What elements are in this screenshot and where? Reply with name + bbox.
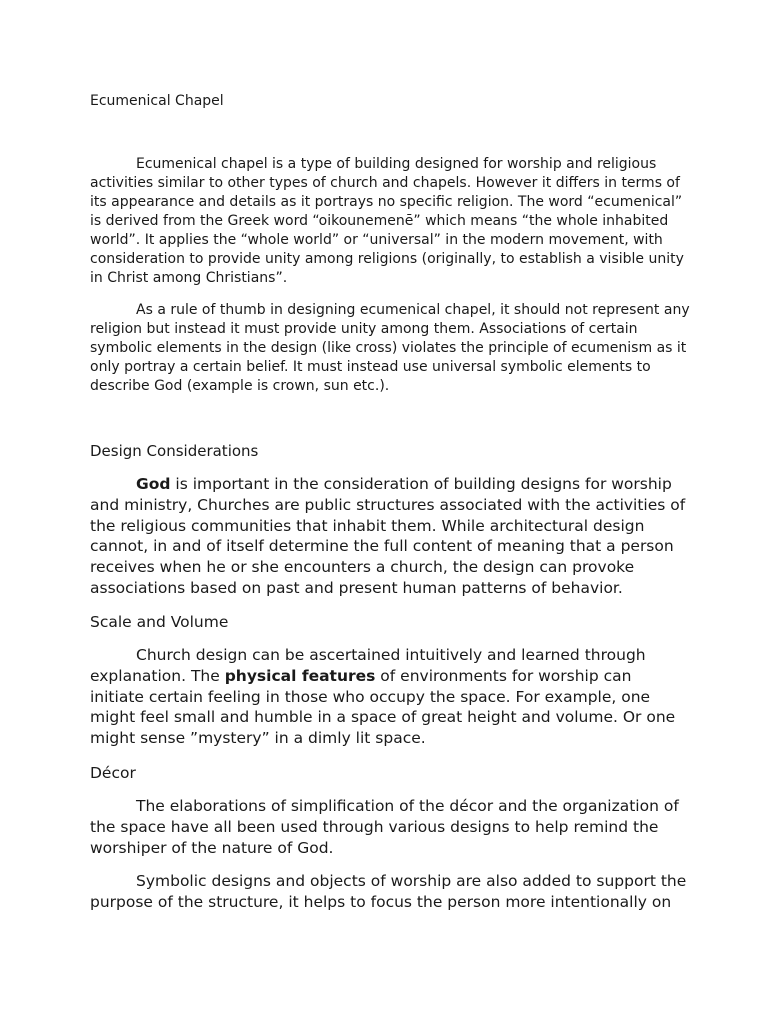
design-considerations-paragraph <box>90 474 690 599</box>
document-title: Ecumenical Chapel <box>90 93 224 109</box>
decor-heading: Décor <box>90 764 136 782</box>
scale-volume-text-after: of environments for worship can initiate certain feeling in those who occupy the space. For example, one might feel small and humble in a space of great height and volume. Or one might sense ”mystery” in a dimly lit space. <box>90 666 676 748</box>
scale-volume-paragraph <box>90 645 690 749</box>
design-considerations-text: is important in the consideration of building designs for worship and ministry, Churches are public structures associated with the activities of the religious communities that inhabit them. While architectural design cannot, in and of itself determine the full content of meaning that a person receives when he or she encounters a church, the design can provoke associations based on past and present human patterns of behavior. <box>90 475 686 597</box>
decor-paragraph-2: Symbolic designs and objects of worship are also added to support the purpose of the structure, it helps to focus the person more intentionally on <box>90 872 687 911</box>
scale-volume-text-before: Church design can be ascertained intuitively and learned through explanation. The <box>90 646 646 685</box>
scale-volume-heading: Scale and Volume <box>90 613 229 631</box>
intro-paragraph: Ecumenical chapel is a type of building designed for worship and religious activities similar to other types of church and chapels. However it differs in terms of its appearance and details as it portrays no specific religion. The word “ecumenical” is derived from the Greek word “oikounemenē” which means “the whole inhabited world”. It applies the “whole world” or “universal” in the modern movement, with consideration to provide unity among religions (originally, to establish a visible unity in Christ among Christians”. <box>90 156 684 286</box>
rule-of-thumb-paragraph: As a rule of thumb in designing ecumenical chapel, it should not represent any religion but instead it must provide unity among them. Associations of certain symbolic elements in the design (like cross) violates the principle of ecumenism as it only portray a certain belief. It must instead use universal symbolic elements to describe God (example is crown, sun etc.). <box>90 302 690 394</box>
bold-term-god: God <box>136 475 171 493</box>
decor-paragraph-1: The elaborations of simplification of the décor and the organization of the space have all been used through various designs to help remind the worshiper of the nature of God. <box>90 797 679 857</box>
bold-term-physical-features: physical features <box>224 666 376 685</box>
design-considerations-heading: Design Considerations <box>90 442 259 460</box>
